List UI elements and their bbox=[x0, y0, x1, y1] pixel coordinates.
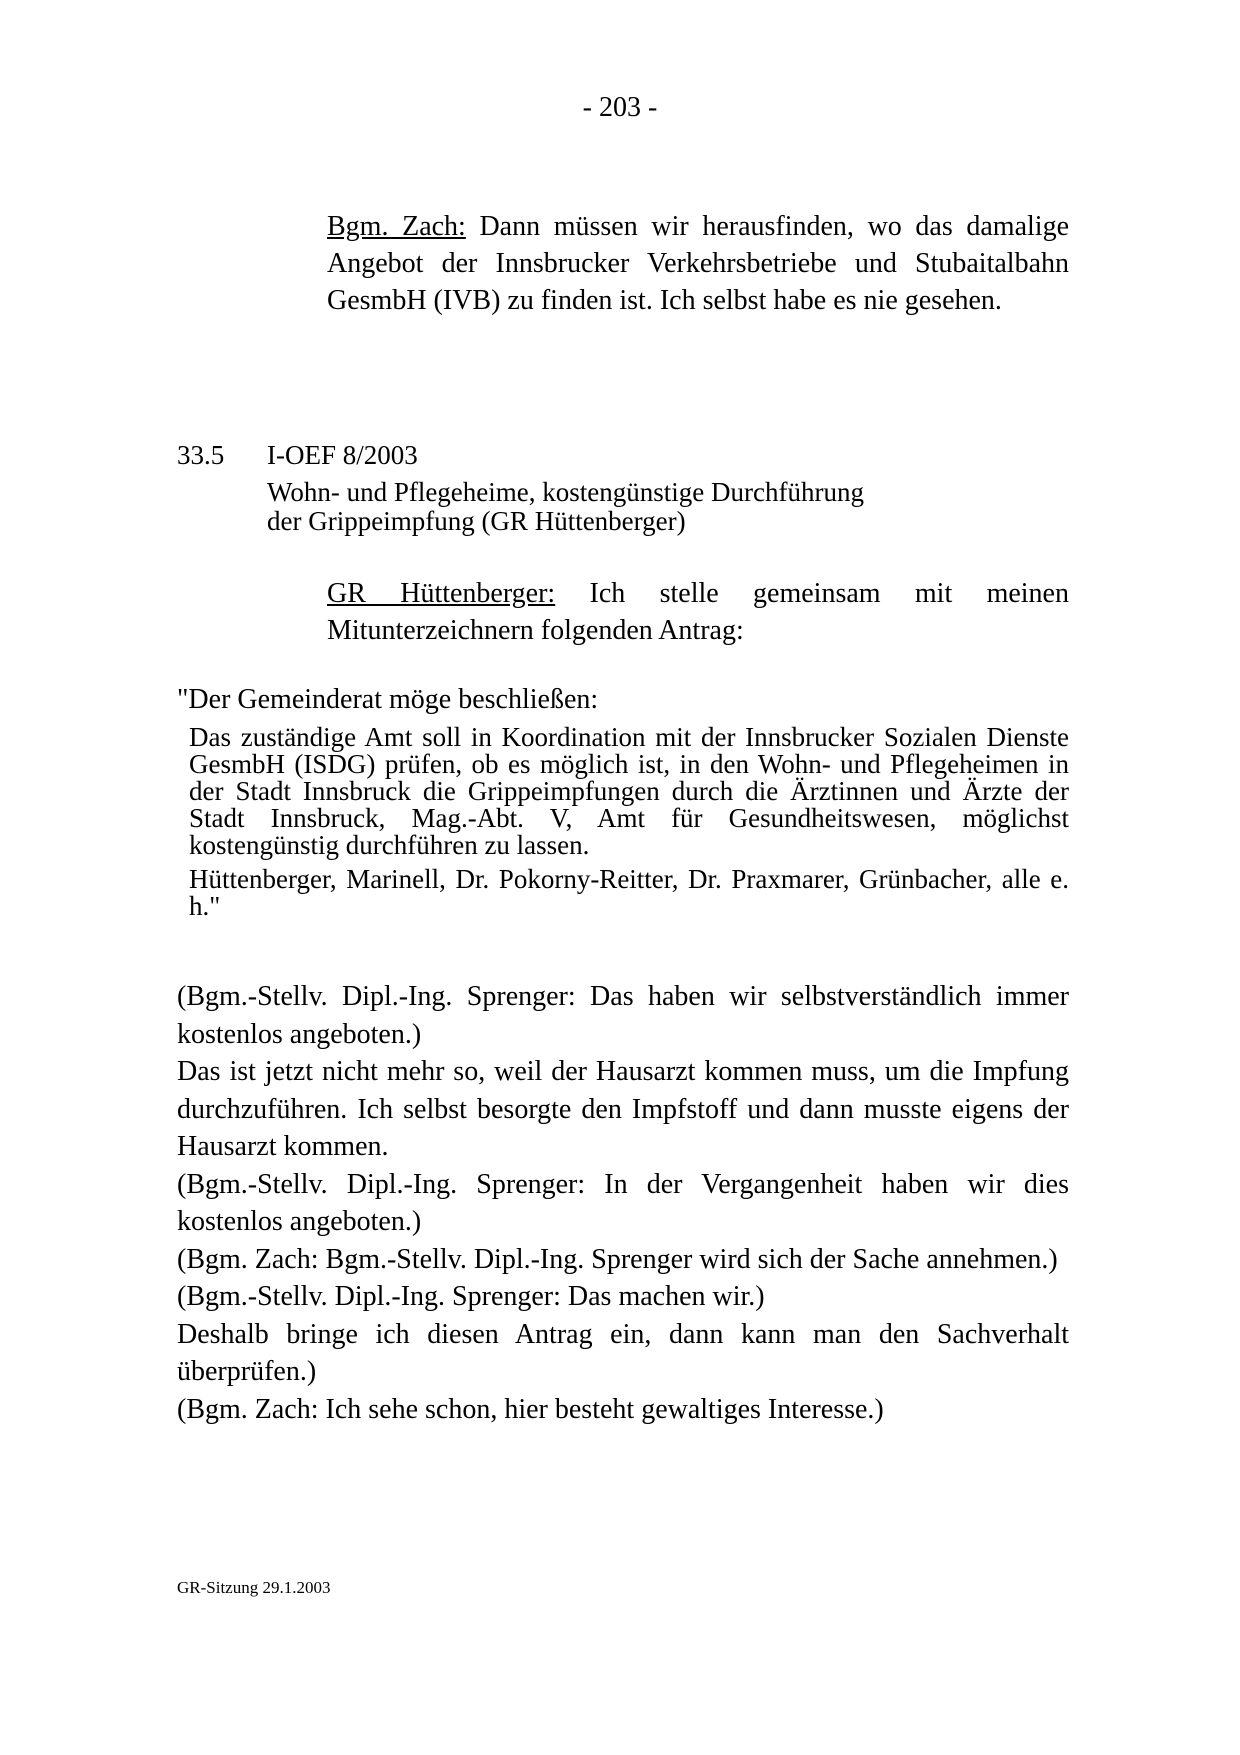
section-number: 33.5 bbox=[177, 440, 225, 470]
section-title-line-1: Wohn- und Pflegeheime, kostengünstige Durchführung bbox=[267, 477, 864, 507]
remark-6: Deshalb bringe ich diesen Antrag ein, dann kann man den Sachverhalt überprüfen.) bbox=[177, 1318, 1069, 1387]
paragraph-huettenberger bbox=[177, 575, 1069, 649]
speaker-label: GR Hüttenberger: bbox=[327, 578, 556, 609]
remark-5: (Bgm.-Stellv. Dipl.-Ing. Sprenger: Das machen wir.) bbox=[177, 1281, 765, 1312]
section-title-line-2: der Grippeimpfung (GR Hüttenberger) bbox=[267, 506, 686, 536]
remark-3: (Bgm.-Stellv. Dipl.-Ing. Sprenger: In der Vergangenheit haben wir dies kostenlos angeboten.) bbox=[177, 1168, 1069, 1237]
page-number: - 203 - bbox=[582, 92, 658, 123]
remark-7: (Bgm. Zach: Ich sehe schon, hier besteht gewaltiges Interesse.) bbox=[177, 1393, 884, 1425]
discussion-remarks bbox=[177, 978, 1069, 1428]
quote-intro: "Der Gemeinderat möge beschließen: bbox=[177, 684, 599, 715]
speaker-label: Bgm. Zach: bbox=[327, 211, 466, 242]
section-code: I-OEF 8/2003 bbox=[267, 440, 418, 470]
motion-signatories bbox=[189, 866, 1069, 920]
paragraph-zach-1 bbox=[177, 208, 1069, 319]
remark-1: (Bgm.-Stellv. Dipl.-Ing. Sprenger: Das haben wir selbstverständlich immer kostenlos angeboten.) bbox=[177, 981, 1069, 1050]
motion-body: Das zuständige Amt soll in Koordination mit der Innsbrucker Sozialen Dienste GesmbH (ISDG) prüfen, ob es möglich ist, in den Wohn- und Pflegeheimen in der Stadt Innsbruck die Grippeimpfungen durch die Ärztinnen und Ärzte der Stadt Innsbruck, Mag.-Abt. V, Amt für Gesundheitswesen, möglichst kostengünstig durchführen zu lassen. bbox=[189, 722, 1069, 860]
footer-session-date: GR-Sitzung 29.1.2003 bbox=[177, 1578, 331, 1597]
remark-2: Das ist jetzt nicht mehr so, weil der Hausarzt kommen muss, um die Impfung durchzuführen. Ich selbst besorgte den Impfstoff und dann musste eigens der Hausarzt kommen. bbox=[177, 1056, 1069, 1162]
signatories-text: Hüttenberger, Marinell, Dr. Pokorny-Reitter, Dr. Praxmarer, Grünbacher, alle e. h." bbox=[189, 864, 1069, 921]
remark-4: (Bgm. Zach: Bgm.-Stellv. Dipl.-Ing. Sprenger wird sich der Sache annehmen.) bbox=[177, 1243, 1058, 1275]
section-heading bbox=[177, 440, 418, 471]
motion-text bbox=[189, 724, 1069, 859]
paragraph-text: Dann müssen wir herausfinden, wo das damalige Angebot der Innsbrucker Verkehrsbetriebe und Stubaitalbahn GesmbH (IVB) zu finden ist. Ich selbst habe es nie gesehen. bbox=[327, 211, 1069, 316]
paragraph-text: Ich stelle gemeinsam mit meinen Mitunterzeichnern folgenden Antrag: bbox=[327, 578, 1069, 646]
section-title bbox=[267, 478, 864, 536]
